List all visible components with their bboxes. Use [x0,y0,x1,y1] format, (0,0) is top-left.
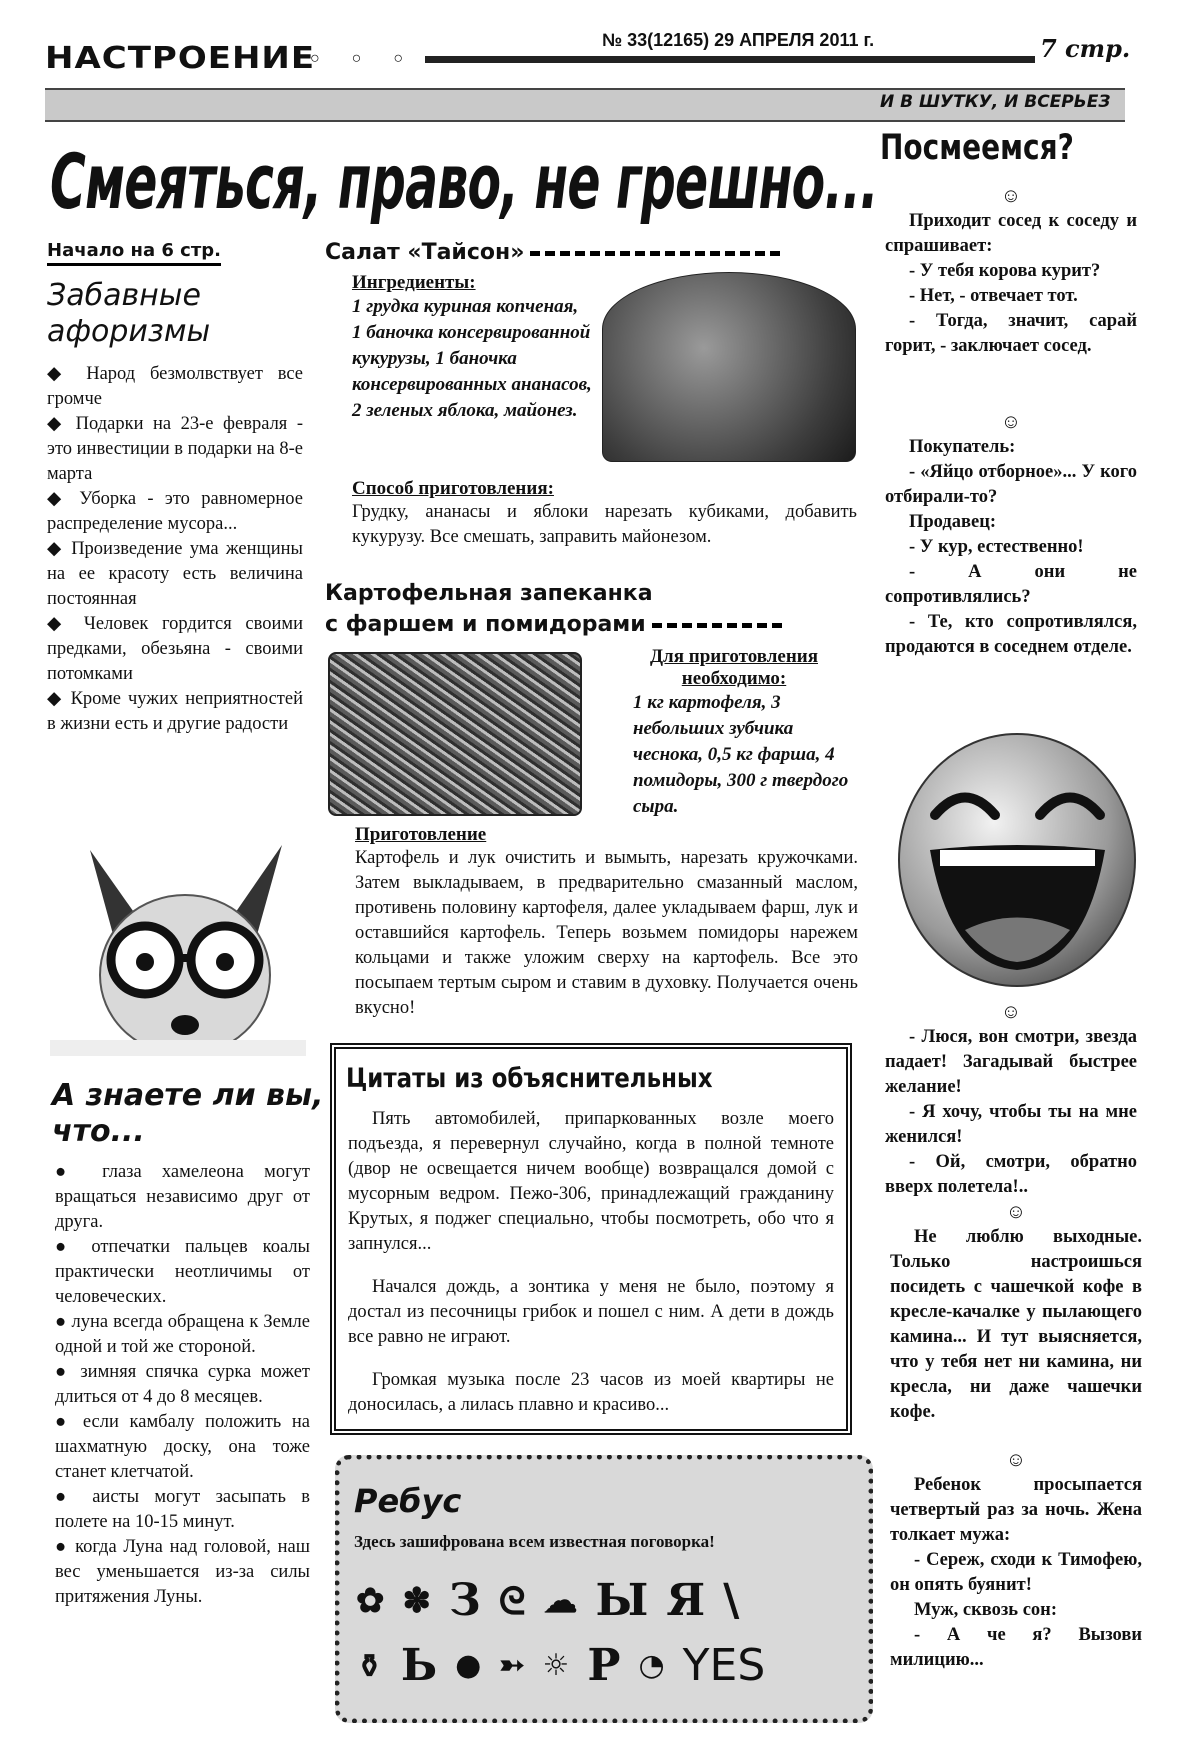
quotes-text [348,1107,834,1418]
rebus-box [335,1455,873,1723]
quote-item: Громкая музыка после 23 часов из моей квартиры не доносилась, а лилась плавно и красиво... [348,1370,834,1415]
list-item: ● отпечатки пальцев коалы практически неотличимы от человеческих. [55,1235,310,1310]
list-item: ● зимняя спячка сурка может длиться от 4 до 8 месяцев. [55,1360,310,1410]
rebus-letter: Ы [595,1575,649,1626]
smiley-icon: ☺ [1000,185,1022,207]
list-item: ● аисты могут засыпать в полете на 10-15 минут. [55,1485,310,1535]
smiley-icon: ☺ [1005,1201,1027,1223]
facts-title: А знаете ли вы, что... [52,1078,324,1149]
list-item: ● луна всегда обращена к Земле одной и той же стороной. [55,1310,310,1360]
aphorisms-list [47,362,303,737]
sickle-icon: \ [723,1575,740,1626]
rebus-letter: Р [587,1640,621,1691]
list-item: ◆ Подарки на 23-е февраля - это инвестиции в подарки на 8-е марта [47,412,303,487]
casserole-photo [328,652,582,816]
jug-icon: ⚱ [356,1646,383,1685]
recipe1-method: Способ приготовления: Грудку, ананасы и яблоки нарезать кубиками, добавить кукурузу. Все смешать, заправить майонезом. [352,478,857,547]
joke-3: ☺ - Люся, вон смотри, звезда падает! Загадывай быстрее желание! - Я хочу, чтобы ты на мне женился! - Ой, смотри, обратно вверх полетела!.. [885,1001,1137,1197]
recipe2-title: Картофельная запеканка с фаршем и помидорами [325,578,782,640]
continued-note: Начало на 6 стр. [47,240,221,266]
rebus-title: Ребус [354,1482,462,1520]
facts-list [55,1160,310,1610]
rooster-icon: ☼ [542,1648,570,1683]
header-dots: ○ ○ ○ [310,50,417,67]
recipe1-ingredients: Ингредиенты: 1 грудка куриная копченая, 1 баночка консервированной кукурузы, 1 баночка консервированных ананасов, 2 зеленых яблока, майонез. [352,272,592,421]
rebus-row-1 [356,1575,739,1626]
smiley-icon: ☺ [1005,1449,1027,1471]
section-name: НАСТРОЕНИЕ [45,40,316,76]
snail-icon: ᘓ [498,1577,526,1623]
list-item: ● когда Луна над головой, наш вес уменьшается из-за силы притяжения Луны. [55,1535,310,1610]
list-item: ◆ Уборка - это равномерное распределение мусора... [47,487,303,537]
quotes-title: Цитаты из объяснительных [346,1063,713,1094]
salad-photo [602,272,856,462]
recipe1-title: Салат «Тайсон» [325,240,780,265]
rain-cloud-icon: ☁ [543,1580,578,1621]
slogan: И В ШУТКУ, И ВСЕРЬЕЗ [880,92,1111,112]
quote-item: Начался дождь, а зонтика у меня не было, поэтому я достал из песочницы грибок и пошел с ним. А дети в дождь все равно не играют. [348,1277,834,1347]
joke-1: ☺ Приходит сосед к соседу и спрашивает: - У тебя корова курит? - Нет, - отвечает тот. - Тогда, значит, сарай горит, - заключает сосед. [885,185,1137,356]
header-rule [425,56,1035,63]
jokes-title: Посмеемся? [880,128,1074,168]
figure-icon: ✽ [402,1580,431,1621]
quote-item: Пять автомобилей, припаркованных возле моего подъезда, я перевернул случайно, когда в полной темноте (двор не освещается ничем вообще) возвращался домой с мусорным ведром. Пежо-306, принадлежащий гражданину Крутых, я поджег специально, чтобы посмотреть, обо что я запнулся... [348,1109,834,1254]
joke-4: ☺ Не люблю выходные. Только настроишься посидеть с чашечкой кофе в кресле-качалке у пылающего камина... И тут выясняется, что у тебя нет ни камина, ни кресла, ни даже чашечки кофе. [890,1201,1142,1422]
list-item: ◆ Кроме чужих неприятностей в жизни есть и другие радости [47,687,303,737]
aphorisms-title: Забавные афоризмы [47,278,211,349]
page-number: 7 стр. [1040,34,1131,63]
dog-glasses-image [50,840,306,1056]
laughing-smiley-image [895,720,1140,990]
rebus-letter: Ь [400,1640,438,1691]
joke-5: ☺ Ребенок просыпается четвертый раз за ночь. Жена толкает мужа: - Сереж, сходи к Тимофею, он опять буянит! Муж, сквозь сон: - А че я? Вызови милицию... [890,1449,1142,1670]
fish-icon: ➳ [499,1648,525,1683]
issue-date: № 33(12165) 29 АПРЕЛЯ 2011 г. [596,30,880,51]
list-item: ● глаза хамелеона могут вращаться независимо друг от друга. [55,1160,310,1235]
list-item: ◆ Человек гордится своими предками, обезьяна - своими потомками [47,612,303,687]
rebus-word: YES [682,1640,766,1691]
apple-icon: ◔ [638,1648,665,1683]
tree-icon: ✿ [356,1580,385,1621]
quotes-box [330,1043,852,1435]
rebus-subtitle: Здесь зашифрована всем известная поговорка! [354,1532,715,1551]
egg-icon: ● [455,1648,482,1683]
main-title: Смеяться, право, не грешно... [50,138,878,227]
rebus-letter: З [449,1575,481,1626]
joke-2: ☺ Покупатель: - «Яйцо отборное»... У кого отбирали-то? Продавец: - У кур, естественно! - А они не сопротивлялись? - Те, кто сопротивлялся, продаются в соседнем отделе. [885,411,1137,657]
rebus-row-2 [356,1640,765,1691]
rebus-letter: Я [666,1575,706,1626]
smiley-icon: ☺ [1000,1001,1022,1023]
recipe2-needed: Для приготовления необходимо: 1 кг картофеля, 3 небольших зубчика чеснока, 0,5 кг фарша, 4 помидоры, 300 г твердого сыра. [633,646,849,817]
recipe2-prep: Приготовление Картофель и лук очистить и вымыть, нарезать кружочками. Затем выкладываем, в предварительно смазанный маслом, противень половину картофеля, далее укладываем фарш, лук и оставшийся картофель. Теперь возьмем помидоры нарежем кольцами и также уложим сверху на картофель. Все это посыпаем тертым сыром и ставим в духовку. Получается очень вкусно! [355,824,858,1018]
list-item: ◆ Народ безмолвствует все громче [47,362,303,412]
list-item: ● если камбалу положить на шахматную доску, она тоже станет клетчатой. [55,1410,310,1485]
list-item: ◆ Произведение ума женщины на ее красоту есть величина постоянная [47,537,303,612]
smiley-icon: ☺ [1000,411,1022,433]
